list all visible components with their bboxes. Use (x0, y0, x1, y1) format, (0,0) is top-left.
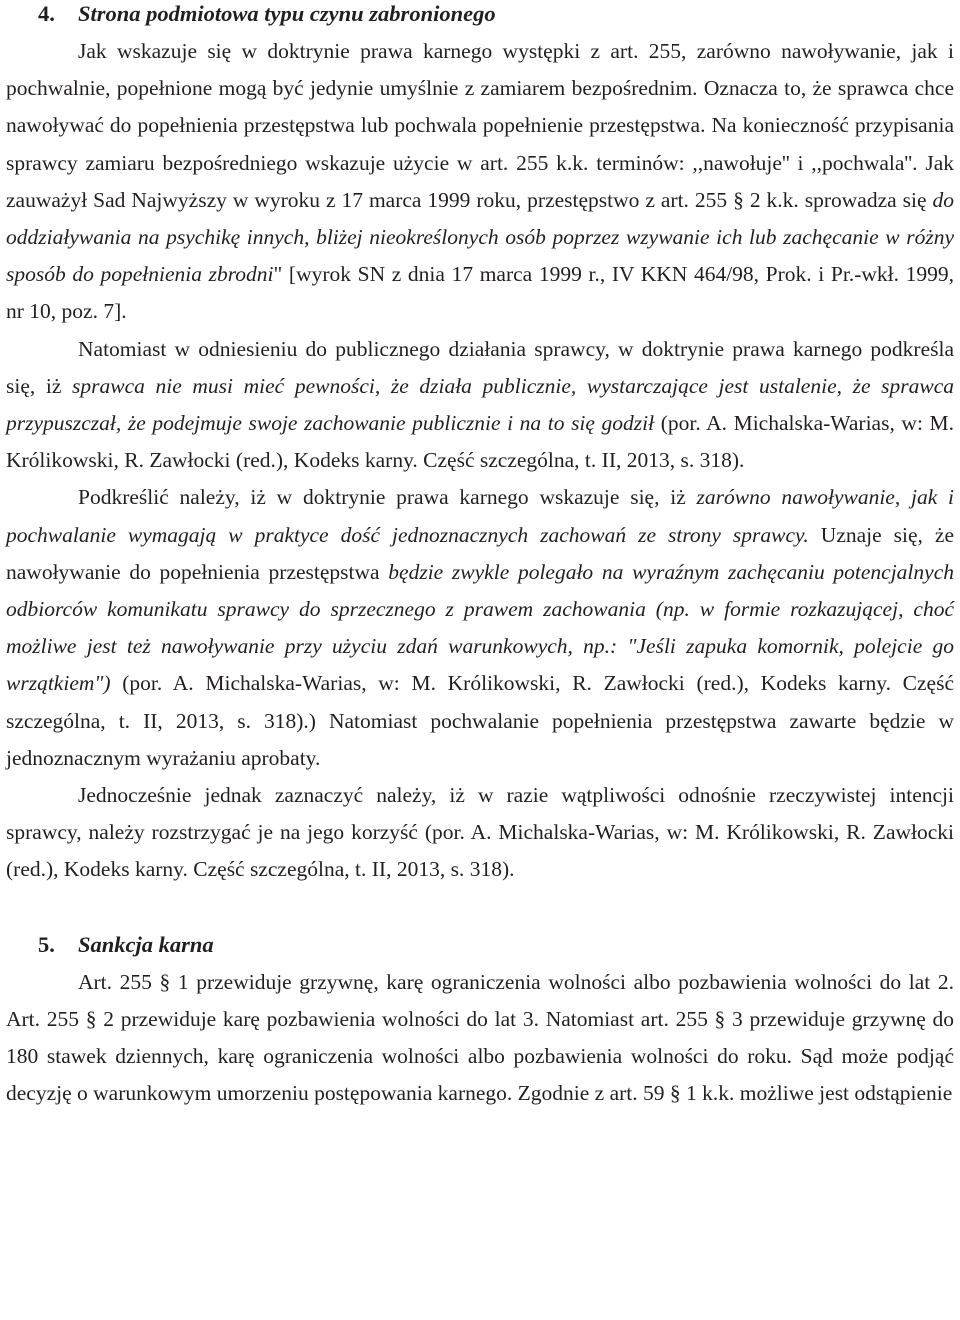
paragraph-italic-quote: do oddziaływania na psychikę innych, bliżej nieokreślonych osób poprzez wzywanie ich lub zachęcanie w różny sposób do popełnienia zbrodni (6, 187, 954, 287)
paragraph-text: Natomiast w odniesieniu do publicznego działania sprawcy, w doktrynie prawa karnego podkreśla się, iż (6, 336, 954, 398)
paragraph-italic-quote: będzie zwykle polegało na wyraźnym zachęcaniu potencjalnych odbiorców komunikatu sprawcy do sprzecznego z prawem zachowania (np. w formie rozkazującej, choć możliwe jest też nawoływanie przy użyciu zdań warunkowych, np.: "Jeśli zapuka komornik, polejcie go wrzątkiem") (6, 559, 954, 696)
section-title: Sankcja karna (78, 931, 214, 957)
paragraph-italic-quote: sprawca nie musi mieć pewności, że działa publicznie, wystarczające jest ustalenie, że sprawca przypuszczał, że podejmuje swoje zachowanie publicznie i na to się godził (6, 373, 954, 436)
section-gap (6, 889, 954, 926)
paragraph-1 (6, 33, 954, 331)
section-4-heading (6, 0, 954, 33)
section-number: 4. (38, 1, 55, 26)
paragraph-italic-quote: zarówno nawoływanie, jak i pochwalanie wymagają w praktyce dość jednoznacznych zachowań ze strony sprawcy. (6, 485, 954, 547)
paragraph-text: " [wyrok SN z dnia 17 marca 1999 r., IV KKN 464/98, Prok. i Pr.-wkł. 1999, nr 10, poz. 7]. (6, 262, 954, 324)
paragraph-text: (por. A. Michalska-Warias, w: M. Królikowski, R. Zawłocki (red.), Kodeks karny. Część szczególna, t. II, 2013, s. 318). (6, 411, 955, 473)
paragraph-text: Podkreślić należy, iż w doktrynie prawa karnego wskazuje się, iż (78, 485, 697, 510)
section-title: Strona podmiotowa typu czynu zabronionego (78, 1, 496, 26)
paragraph-text: (por. A. Michalska-Warias, w: M. Królikowski, R. Zawłocki (red.), Kodeks karny. Część szczególna, t. II, 2013, s. 318).) Natomiast pochwalanie popełnienia przestępstwa zawarte będzie w jednoznacznym wyrażaniu aprobaty. (6, 671, 954, 770)
paragraph-2 (6, 331, 954, 480)
paragraph-3 (6, 479, 954, 777)
paragraph-4: Jednocześnie jednak zaznaczyć należy, iż w razie wątpliwości odnośnie rzeczywistej intencji sprawcy, należy rozstrzygać je na jego korzyść (por. A. Michalska-Warias, w: M. Królikowski, R. Zawłocki (red.), Kodeks karny. Część szczególna, t. II, 2013, s. 318). (6, 783, 954, 882)
section-5-heading (6, 926, 954, 964)
document-page (6, 0, 954, 1112)
section-number: 5. (38, 931, 55, 957)
paragraph-text: Jak wskazuje się w doktrynie prawa karnego występki z art. 255, zarówno nawoływanie, jak i pochwalnie, popełnione mogą być jedynie umyślnie z zamiarem bezpośrednim. Oznacza to, że sprawca chce nawoływać do popełnienia przestępstwa lub pochwala popełnienie przestępstwa. Na konieczność przypisania sprawcy zamiaru bezpośredniego wskazuje użycie w art. 255 k.k. terminów: ,,nawołuje'' i ,,pochwala''. Jak zauważył Sad Najwyższy w wyroku z 17 marca 1999 roku, przestępstwo z art. 255 § 2 k.k. sprowadza się (6, 39, 954, 212)
paragraph-5: Art. 255 § 1 przewiduje grzywnę, karę ograniczenia wolności albo pozbawienia wolności do lat 2. Art. 255 § 2 przewiduje karę pozbawienia wolności do lat 3. Natomiast art. 255 § 3 przewiduje grzywnę do 180 stawek dziennych, karę ograniczenia wolności albo pozbawienia wolności do roku. Sąd może podjąć decyzję o warunkowym umorzeniu postępowania karnego. Zgodnie z art. 59 § 1 k.k. możliwe jest odstąpienie (6, 969, 954, 1106)
paragraph-text: Uznaje się, że nawoływanie do popełnienia przestępstwa (6, 522, 954, 584)
